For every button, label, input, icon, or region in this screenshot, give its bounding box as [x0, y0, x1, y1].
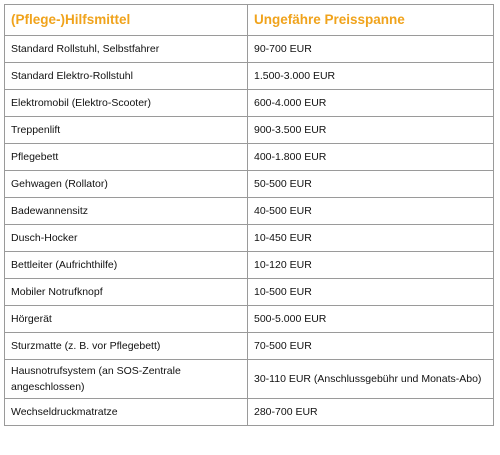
price-cell: 70-500 EUR [248, 333, 494, 360]
aid-cell: Standard Elektro-Rollstuhl [5, 63, 248, 90]
price-cell: 10-500 EUR [248, 279, 494, 306]
table-row [5, 279, 494, 306]
table-row [5, 36, 494, 63]
price-cell: 10-120 EUR [248, 252, 494, 279]
price-cell: 280-700 EUR [248, 399, 494, 426]
aid-cell: Sturzmatte (z. B. vor Pflegebett) [5, 333, 248, 360]
table-row [5, 144, 494, 171]
aid-cell: Pflegebett [5, 144, 248, 171]
table-row [5, 63, 494, 90]
price-cell: 40-500 EUR [248, 198, 494, 225]
price-cell: 600-4.000 EUR [248, 90, 494, 117]
header-row [5, 5, 494, 36]
header-aid: (Pflege-)Hilfsmittel [5, 5, 248, 36]
table-row [5, 90, 494, 117]
price-cell: 1.500-3.000 EUR [248, 63, 494, 90]
price-cell: 50-500 EUR [248, 171, 494, 198]
aid-cell: Hörgerät [5, 306, 248, 333]
aid-cell: Standard Rollstuhl, Selbstfahrer [5, 36, 248, 63]
aid-cell: Elektromobil (Elektro-Scooter) [5, 90, 248, 117]
price-table [4, 4, 494, 426]
table-row [5, 333, 494, 360]
header-price-range: Ungefähre Preisspanne [248, 5, 494, 36]
table-row [5, 171, 494, 198]
table-row [5, 360, 494, 399]
table-row [5, 306, 494, 333]
table-row [5, 117, 494, 144]
table-row [5, 399, 494, 426]
price-cell: 500-5.000 EUR [248, 306, 494, 333]
aid-cell: Badewannensitz [5, 198, 248, 225]
price-cell: 900-3.500 EUR [248, 117, 494, 144]
aid-cell: Treppenlift [5, 117, 248, 144]
aid-cell: Hausnotrufsystem (an SOS-Zentrale angeschlossen) [5, 360, 248, 399]
table-row [5, 198, 494, 225]
table-row [5, 252, 494, 279]
price-cell: 400-1.800 EUR [248, 144, 494, 171]
aid-cell: Mobiler Notrufknopf [5, 279, 248, 306]
price-cell: 90-700 EUR [248, 36, 494, 63]
aid-cell: Gehwagen (Rollator) [5, 171, 248, 198]
price-cell: 30-110 EUR (Anschlussgebühr und Monats-Abo) [248, 360, 494, 399]
table-row [5, 225, 494, 252]
aid-cell: Dusch-Hocker [5, 225, 248, 252]
price-cell: 10-450 EUR [248, 225, 494, 252]
aid-cell: Bettleiter (Aufrichthilfe) [5, 252, 248, 279]
aid-cell: Wechseldruckmatratze [5, 399, 248, 426]
